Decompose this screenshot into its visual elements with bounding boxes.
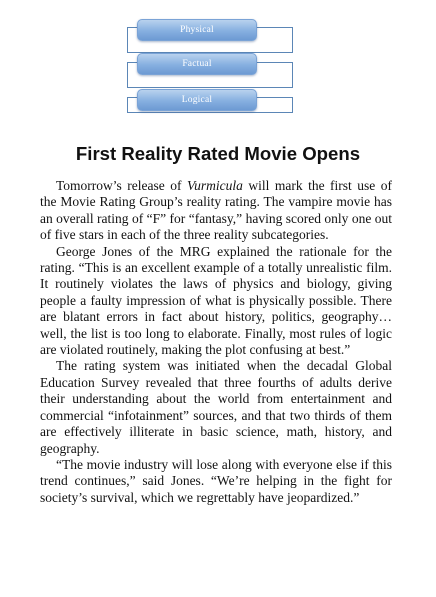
paragraph-1 [40, 178, 392, 244]
factual-box: Factual [137, 53, 257, 75]
paragraph-2: George Jones of the MRG explained the rationale for the rating. “This is an excellent example of a totally unrealistic film. It routinely violates the laws of physics and biology, giving people a faulty impression of what is physically possible. There are blatant errors in fact about history, politics, geography… well, the list is too long to elaborate. Finally, most rules of logic are violated routinely, making the plot confusing at best.” [40, 243, 392, 358]
logical-box: Logical [137, 89, 257, 111]
article-body [40, 178, 392, 506]
p1-lead: Tomorrow’s release of [56, 178, 187, 193]
physical-box: Physical [137, 19, 257, 41]
paragraph-4: “The movie industry will lose along with everyone else if this trend continues,” said Jones. “We’re helping in the fight for society’s survival, which we regrettably have jeopardized.” [40, 456, 392, 505]
p1-rest: will mark the first use of the Movie Rating Group’s reality rating. The vampire movie has an overall rating of “F” for “fantasy,” having scored only one out of five stars in each of the three reality subcategories. [40, 178, 392, 243]
movie-title: Vurmicula [186, 178, 243, 193]
paragraph-3: The rating system was initiated when the decadal Global Education Survey revealed that three fourths of adults derive their understanding about the world from entertainment and commercial “infotainment” sources, and that two thirds of them are effectively illiterate in basic science, math, history, and geography. [40, 358, 392, 456]
article-title: First Reality Rated Movie Opens [75, 143, 361, 164]
reality-rating-diagram [0, 0, 436, 120]
